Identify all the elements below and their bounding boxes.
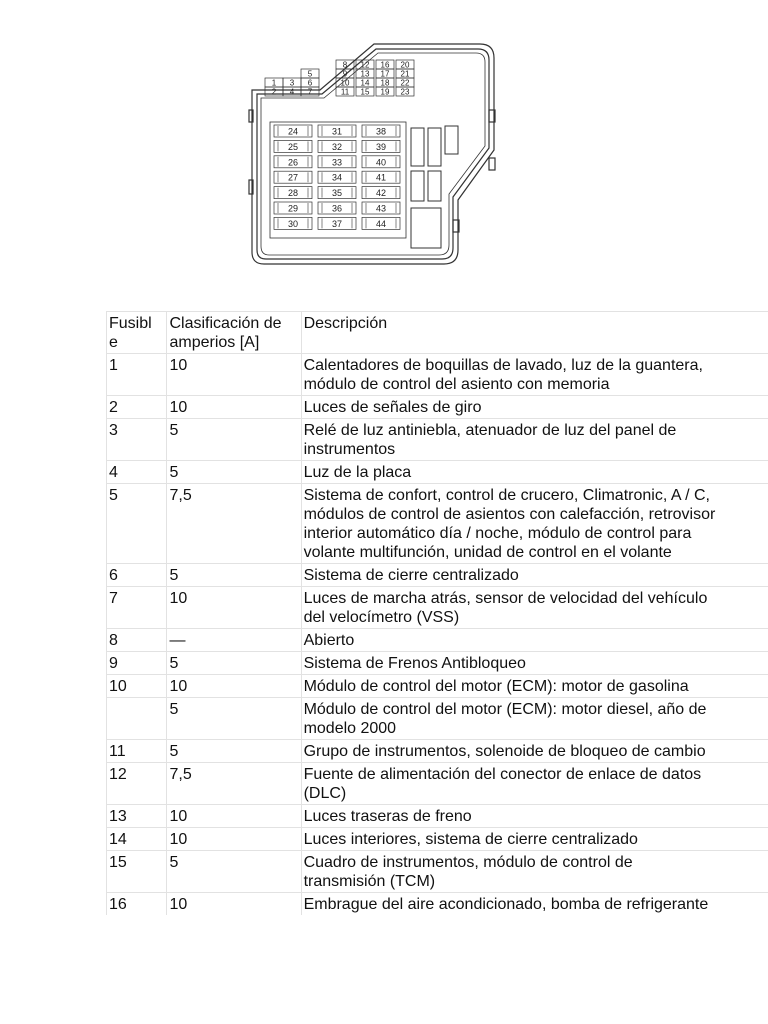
fuse-slot-label: 14 — [360, 78, 370, 88]
fuse-slot-label: 3 — [289, 78, 295, 88]
description-cell — [301, 354, 768, 396]
description-line: Cuadro de instrumentos, módulo de control de — [303, 854, 633, 871]
fuse-slot-label: 17 — [380, 69, 390, 79]
amperage-cell: 10 — [167, 805, 301, 828]
description-line: Luces interiores, sistema de cierre centralizado — [303, 831, 638, 848]
table-row — [107, 652, 768, 675]
fuse-number-cell: 14 — [107, 828, 167, 851]
amperage-cell: 7,5 — [167, 484, 301, 564]
amperage-cell: 5 — [167, 851, 301, 893]
fuse-number-cell: 9 — [107, 652, 167, 675]
table-row — [107, 675, 768, 698]
description-line: Relé de luz antiniebla, atenuador de luz del panel de — [303, 422, 677, 439]
amperage-cell: 5 — [167, 564, 301, 587]
fuse-slot-label: 42 — [375, 188, 387, 199]
fuse-slot-label: 6 — [307, 78, 313, 88]
fuse-slot-label: 18 — [380, 78, 390, 88]
table-row — [107, 419, 768, 461]
amperage-cell: 5 — [167, 419, 301, 461]
description-line: instrumentos — [303, 441, 396, 458]
description-line: Módulo de control del motor (ECM): motor de gasolina — [303, 678, 689, 695]
description-cell — [301, 698, 768, 740]
fuse-slot-label: 12 — [360, 60, 370, 70]
table-row — [107, 828, 768, 851]
header-fuse-line: Fusibl — [109, 315, 152, 332]
fuse-slot-label: 25 — [287, 141, 299, 152]
amperage-cell: 10 — [167, 396, 301, 419]
description-line: módulos de control de asientos con calefacción, retrovisor — [303, 506, 716, 523]
description-line: Calentadores de boquillas de lavado, luz de la guantera, — [303, 357, 703, 374]
fuse-number-cell: 12 — [107, 763, 167, 805]
amperage-cell: 10 — [167, 675, 301, 698]
description-line: Luces de señales de giro — [303, 399, 482, 416]
table-row — [107, 484, 768, 564]
description-cell — [301, 587, 768, 629]
fuse-slot-label: 13 — [360, 69, 370, 79]
description-line: transmisión (TCM) — [303, 873, 436, 890]
fuse-slot-label: 30 — [287, 218, 299, 229]
header-amps-line: amperios [A] — [169, 334, 260, 351]
table-row — [107, 698, 768, 740]
fuse-slot-label: 20 — [400, 60, 410, 70]
description-line: Luces de marcha atrás, sensor de velocidad del vehículo — [303, 590, 708, 607]
amperage-cell: 10 — [167, 354, 301, 396]
description-line: Grupo de instrumentos, solenoide de bloqueo de cambio — [303, 743, 706, 760]
fuse-number-cell: 10 — [107, 675, 167, 698]
description-cell — [301, 396, 768, 419]
table-row — [107, 564, 768, 587]
fuse-number-cell — [107, 698, 167, 740]
description-cell — [301, 419, 768, 461]
description-line: Embrague del aire acondicionado, bomba de refrigerante — [303, 896, 709, 913]
fuse-slot-label: 28 — [287, 188, 299, 199]
description-cell — [301, 763, 768, 805]
fuse-slot-label: 21 — [400, 69, 410, 79]
description-cell — [301, 851, 768, 893]
table-row — [107, 763, 768, 805]
fuse-number-cell: 8 — [107, 629, 167, 652]
amperage-cell: 7,5 — [167, 763, 301, 805]
fuse-slot-label: 22 — [400, 78, 410, 88]
fuse-slot-label: 4 — [289, 87, 295, 97]
description-cell — [301, 461, 768, 484]
description-line: del velocímetro (VSS) — [303, 609, 460, 626]
description-cell — [301, 652, 768, 675]
fuse-slot-label: 16 — [380, 60, 390, 70]
table-row — [107, 396, 768, 419]
fuse-slot-label: 2 — [271, 87, 277, 97]
fuse-number-cell: 15 — [107, 851, 167, 893]
description-line: interior automático día / noche, módulo de control para — [303, 525, 692, 542]
description-cell — [301, 564, 768, 587]
fuse-slot-label: 15 — [360, 87, 370, 97]
fuse-slot-label: 19 — [380, 87, 390, 97]
fuse-slot-label: 9 — [342, 69, 348, 79]
description-line: (DLC) — [303, 785, 347, 802]
fuse-slot-label: 23 — [400, 87, 410, 97]
amperage-cell: 10 — [167, 828, 301, 851]
fuse-slot-label: 40 — [375, 157, 387, 168]
description-cell — [301, 828, 768, 851]
table-row — [107, 354, 768, 396]
description-cell — [301, 893, 768, 916]
amperage-cell: 10 — [167, 893, 301, 916]
fuse-slot-label: 37 — [331, 218, 343, 229]
fuse-number-cell: 2 — [107, 396, 167, 419]
fuse-number-cell: 7 — [107, 587, 167, 629]
fuse-slot-label: 1 — [271, 78, 277, 88]
fuse-slot-label: 26 — [287, 157, 299, 168]
fuse-slot-label: 38 — [375, 126, 387, 137]
amperage-cell: 5 — [167, 740, 301, 763]
fuse-slot-label: 34 — [331, 172, 343, 183]
fuse-slot-label: 41 — [375, 172, 387, 183]
fuse-number-cell: 11 — [107, 740, 167, 763]
fuse-box-diagram — [248, 40, 498, 266]
fuse-box-drawing — [248, 40, 498, 266]
amperage-cell: — — [167, 629, 301, 652]
description-line: volante multifunción, unidad de control en el volante — [303, 544, 672, 561]
fuse-slot-label: 8 — [342, 60, 348, 70]
description-cell — [301, 484, 768, 564]
description-line: Sistema de cierre centralizado — [303, 567, 519, 584]
table-row — [107, 461, 768, 484]
description-line: Sistema de Frenos Antibloqueo — [303, 655, 526, 672]
fuse-slot-label: 29 — [287, 203, 299, 214]
description-line: Luz de la placa — [303, 464, 412, 481]
fuse-slot-label: 27 — [287, 172, 299, 183]
fuse-slot-label: 11 — [340, 87, 350, 97]
amperage-cell: 5 — [167, 461, 301, 484]
fuse-number-cell: 13 — [107, 805, 167, 828]
fuse-number-cell: 16 — [107, 893, 167, 916]
description-line: Luces traseras de freno — [303, 808, 472, 825]
fuse-slot-label: 35 — [331, 188, 343, 199]
header-description — [301, 312, 768, 354]
table-row — [107, 851, 768, 893]
fuse-slot-label: 32 — [331, 141, 343, 152]
description-line: módulo de control del asiento con memoria — [303, 376, 610, 393]
header-description-line: Descripción — [303, 315, 388, 332]
header-fuse-line: e — [109, 334, 118, 351]
fuse-slot-label: 24 — [287, 126, 299, 137]
amperage-cell: 5 — [167, 652, 301, 675]
fuse-slot-label: 5 — [307, 69, 313, 79]
table-header-row — [107, 312, 768, 354]
description-line: Sistema de confort, control de crucero, Climatronic, A / C, — [303, 487, 710, 504]
fuse-number-cell: 5 — [107, 484, 167, 564]
description-cell — [301, 805, 768, 828]
fuse-slot-label: 7 — [307, 87, 313, 97]
amperage-cell: 5 — [167, 698, 301, 740]
description-line: Fuente de alimentación del conector de enlace de datos — [303, 766, 702, 783]
amperage-cell: 10 — [167, 587, 301, 629]
table-row — [107, 893, 768, 916]
fuse-number-cell: 4 — [107, 461, 167, 484]
header-amps — [167, 312, 301, 354]
description-line: modelo 2000 — [303, 720, 397, 737]
fuse-slot-label: 31 — [331, 126, 343, 137]
header-amps-line: Clasificación de — [169, 315, 282, 332]
fuse-slot-label: 39 — [375, 141, 387, 152]
description-cell — [301, 675, 768, 698]
table-row — [107, 805, 768, 828]
description-line: Módulo de control del motor (ECM): motor diesel, año de — [303, 701, 707, 718]
table-row — [107, 629, 768, 652]
fuse-slot-label: 36 — [331, 203, 343, 214]
description-line: Abierto — [303, 632, 355, 649]
fuse-slot-label: 43 — [375, 203, 387, 214]
table-row — [107, 740, 768, 763]
fuse-number-cell: 3 — [107, 419, 167, 461]
fuse-table-body — [107, 312, 768, 916]
fuse-slot-label: 44 — [375, 218, 387, 229]
fuse-number-cell: 1 — [107, 354, 167, 396]
fuse-number-cell: 6 — [107, 564, 167, 587]
description-cell — [301, 740, 768, 763]
fuse-slot-label: 33 — [331, 157, 343, 168]
fuse-slot-label: 10 — [340, 78, 350, 88]
fuse-table — [106, 311, 768, 915]
description-cell — [301, 629, 768, 652]
table-row — [107, 587, 768, 629]
header-fuse — [107, 312, 167, 354]
